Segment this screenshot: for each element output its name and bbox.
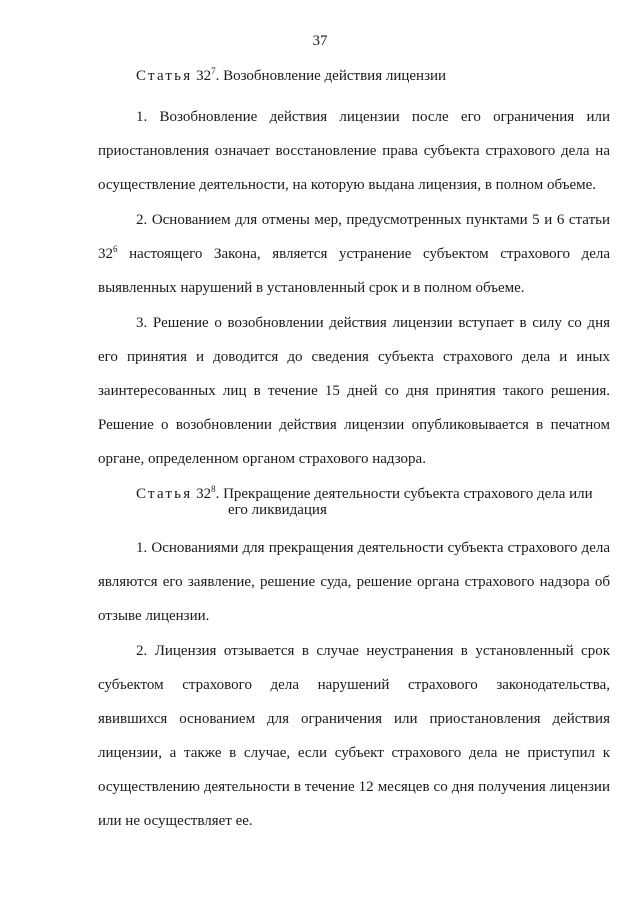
paragraph-text: настоящего Закона, является устранение субъектом страхового дела [117,246,610,262]
article-word: Статья [136,68,193,84]
paragraph-line [98,244,610,264]
article-heading-32-8 [136,484,593,504]
article-title: . Возобновление действия лицензии [215,68,447,84]
article-heading-32-7 [136,66,446,86]
paragraph-line: 2. Основанием для отмены мер, предусмотренных пунктами 5 и 6 статьи [136,212,610,228]
paragraph-line: лицензии, а также в случае, если субъект страхового дела не приступил к [98,745,610,761]
paragraph-line: 2. Лицензия отзывается в случае неустранения в установленный срок [136,643,610,659]
article-number: 32 [196,486,212,502]
paragraph-line: осуществлению деятельности в течение 12 месяцев со дня получения лицензии [98,779,610,795]
article-number-superscript: 8 [211,484,216,494]
paragraph-line: 1. Основаниями для прекращения деятельности субъекта страхового дела [136,540,610,556]
article-title: . Прекращение деятельности субъекта страхового дела или [215,486,593,502]
paragraph-line: выявленных нарушений в установленный срок и в полном объеме. [98,280,525,296]
paragraph-line: являются его заявление, решение суда, решение органа страхового надзора об [98,574,610,590]
paragraph-line: органе, определенном органом страхового надзора. [98,451,426,467]
article-reference-superscript: 6 [113,244,118,254]
paragraph-line: осуществление деятельности, на которую выдана лицензия, в полном объеме. [98,177,597,193]
paragraph-line: его принятия и доводится до сведения субъекта страхового дела и иных [98,349,610,365]
page-number: 37 [312,33,328,49]
article-word: Статья [136,486,193,502]
article-number-superscript: 7 [211,66,216,76]
article-reference-number: 32 [98,246,113,262]
article-title-continuation: его ликвидация [228,502,327,518]
paragraph-line: заинтересованных лиц в течение 15 дней со дня принятия такого решения. [98,383,610,399]
paragraph-line: отзыве лицензии. [98,608,210,624]
paragraph-line: Решение о возобновлении действия лицензии опубликовывается в печатном [98,417,610,433]
paragraph-line: 1. Возобновление действия лицензии после его ограничения или [136,109,610,125]
paragraph-line: субъектом страхового дела нарушений страхового законодательства, [98,677,610,693]
paragraph-line: 3. Решение о возобновлении действия лицензии вступает в силу со дня [136,315,610,331]
paragraph-line: или не осуществляет ее. [98,813,253,829]
paragraph-line: явившихся основанием для ограничения или приостановления действия [98,711,610,727]
article-number: 32 [196,68,212,84]
paragraph-line: приостановления означает восстановление права субъекта страхового дела на [98,143,610,159]
